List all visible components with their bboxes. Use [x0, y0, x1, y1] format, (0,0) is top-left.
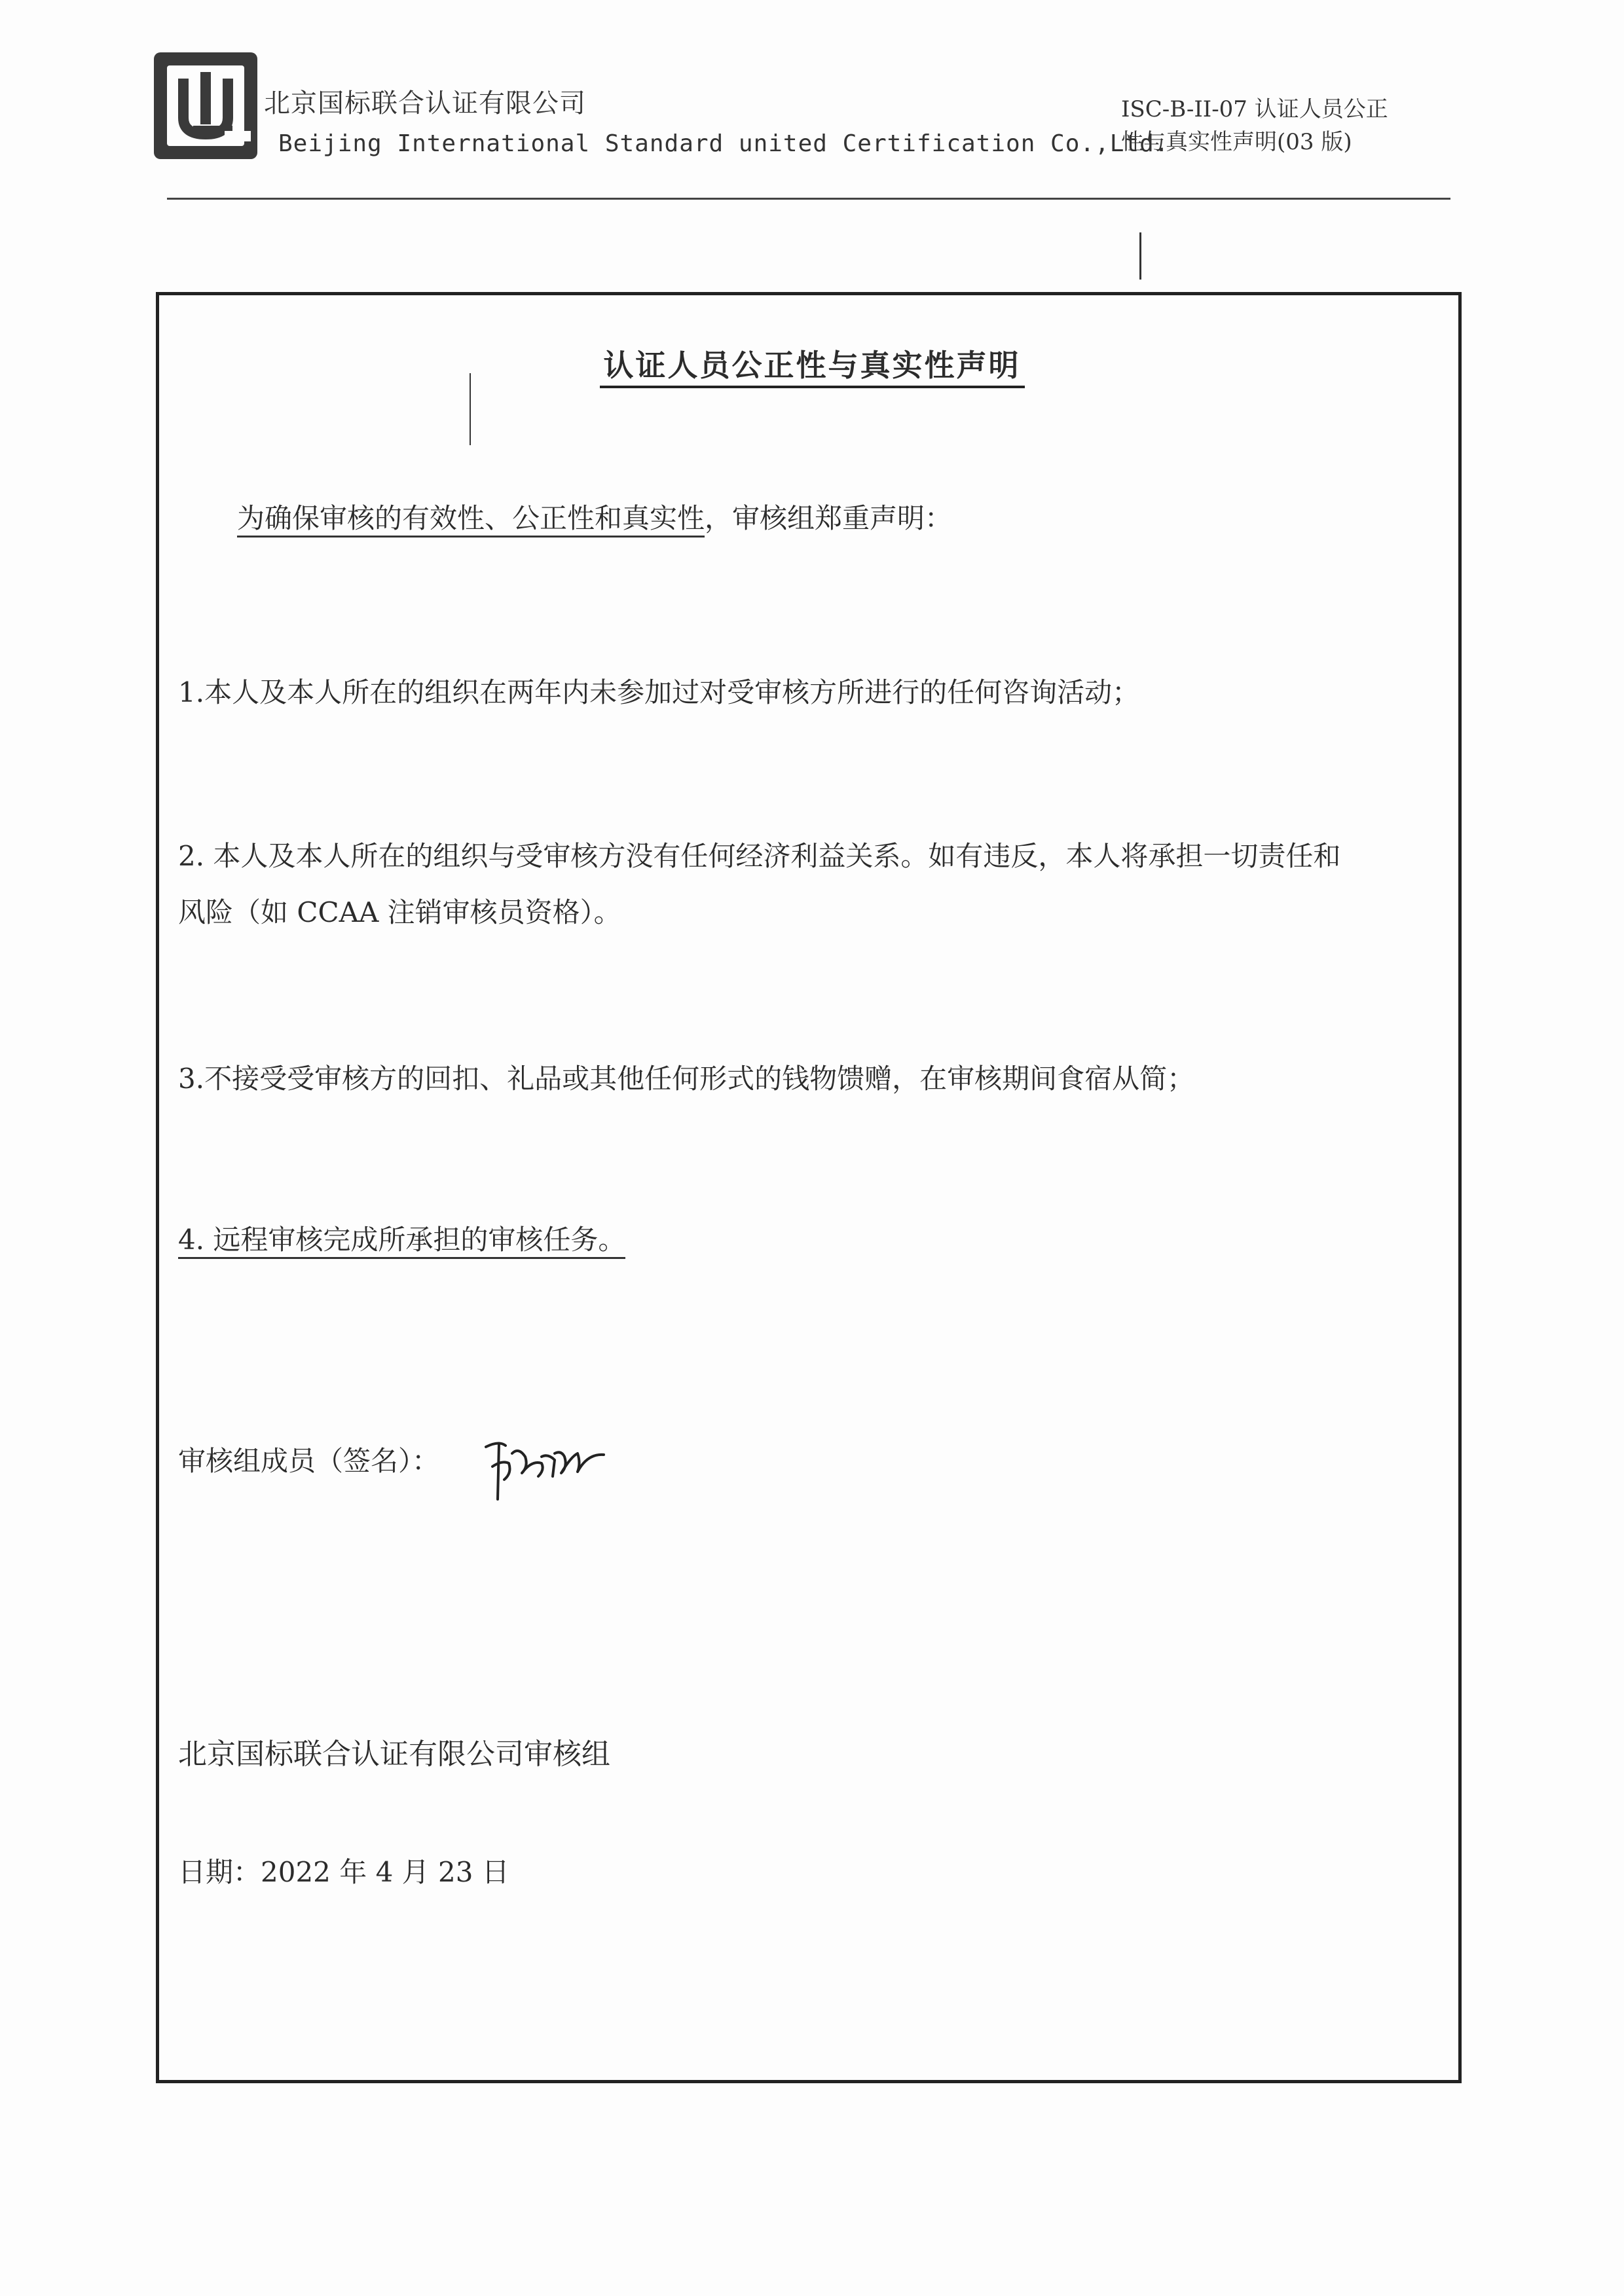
header-divider: [167, 198, 1450, 200]
document-code: [1121, 93, 1388, 158]
scan-mark: [1139, 232, 1141, 280]
intro-paragraph: [237, 491, 952, 546]
statement-item-4-text: 4. 远程审核完成所承担的审核任务。: [178, 1224, 625, 1259]
statement-item-4: [178, 1212, 625, 1267]
statement-frame: [156, 292, 1462, 2083]
handwritten-signature: [479, 1427, 610, 1512]
intro-underlined: 为确保审核的有效性、公正性和真实性: [237, 502, 705, 538]
company-logo: [154, 52, 257, 159]
statement-item-3: 3.不接受受审核方的回扣、礼品或其他任何形式的钱物馈赠，在审核期间食宿从简；: [178, 1063, 1195, 1095]
scan-mark-2: [470, 373, 471, 445]
document-code-line2: 性与真实性声明(03 版): [1121, 129, 1352, 155]
date-line: 日期：2022 年 4 月 23 日: [178, 1856, 509, 1888]
organization-name: 北京国标联合认证有限公司审核组: [178, 1738, 610, 1771]
company-name-en: Beijing International Standard united Certification Co.,Ltd.: [278, 130, 1170, 157]
document-code-line1: ISC-B-II-07 认证人员公正: [1121, 96, 1388, 122]
document-title: [0, 342, 1624, 385]
signature-label: 审核组成员（签名）：: [178, 1445, 440, 1477]
statement-item-1: 1.本人及本人所在的组织在两年内未参加过对受审核方所进行的任何咨询活动；: [178, 676, 1140, 708]
intro-rest: ，审核组郑重声明：: [705, 502, 953, 534]
statement-item-2-line-2: 风险（如 CCAA 注销审核员资格）。: [178, 896, 621, 928]
document-title-text: 认证人员公正性与真实性声明: [600, 348, 1025, 388]
statement-item-2-line-1: 2. 本人及本人所在的组织与受审核方没有任何经济利益关系。如有违反，本人将承担一切责任和: [178, 840, 1341, 872]
company-name-cn: 北京国标联合认证有限公司: [264, 88, 586, 118]
